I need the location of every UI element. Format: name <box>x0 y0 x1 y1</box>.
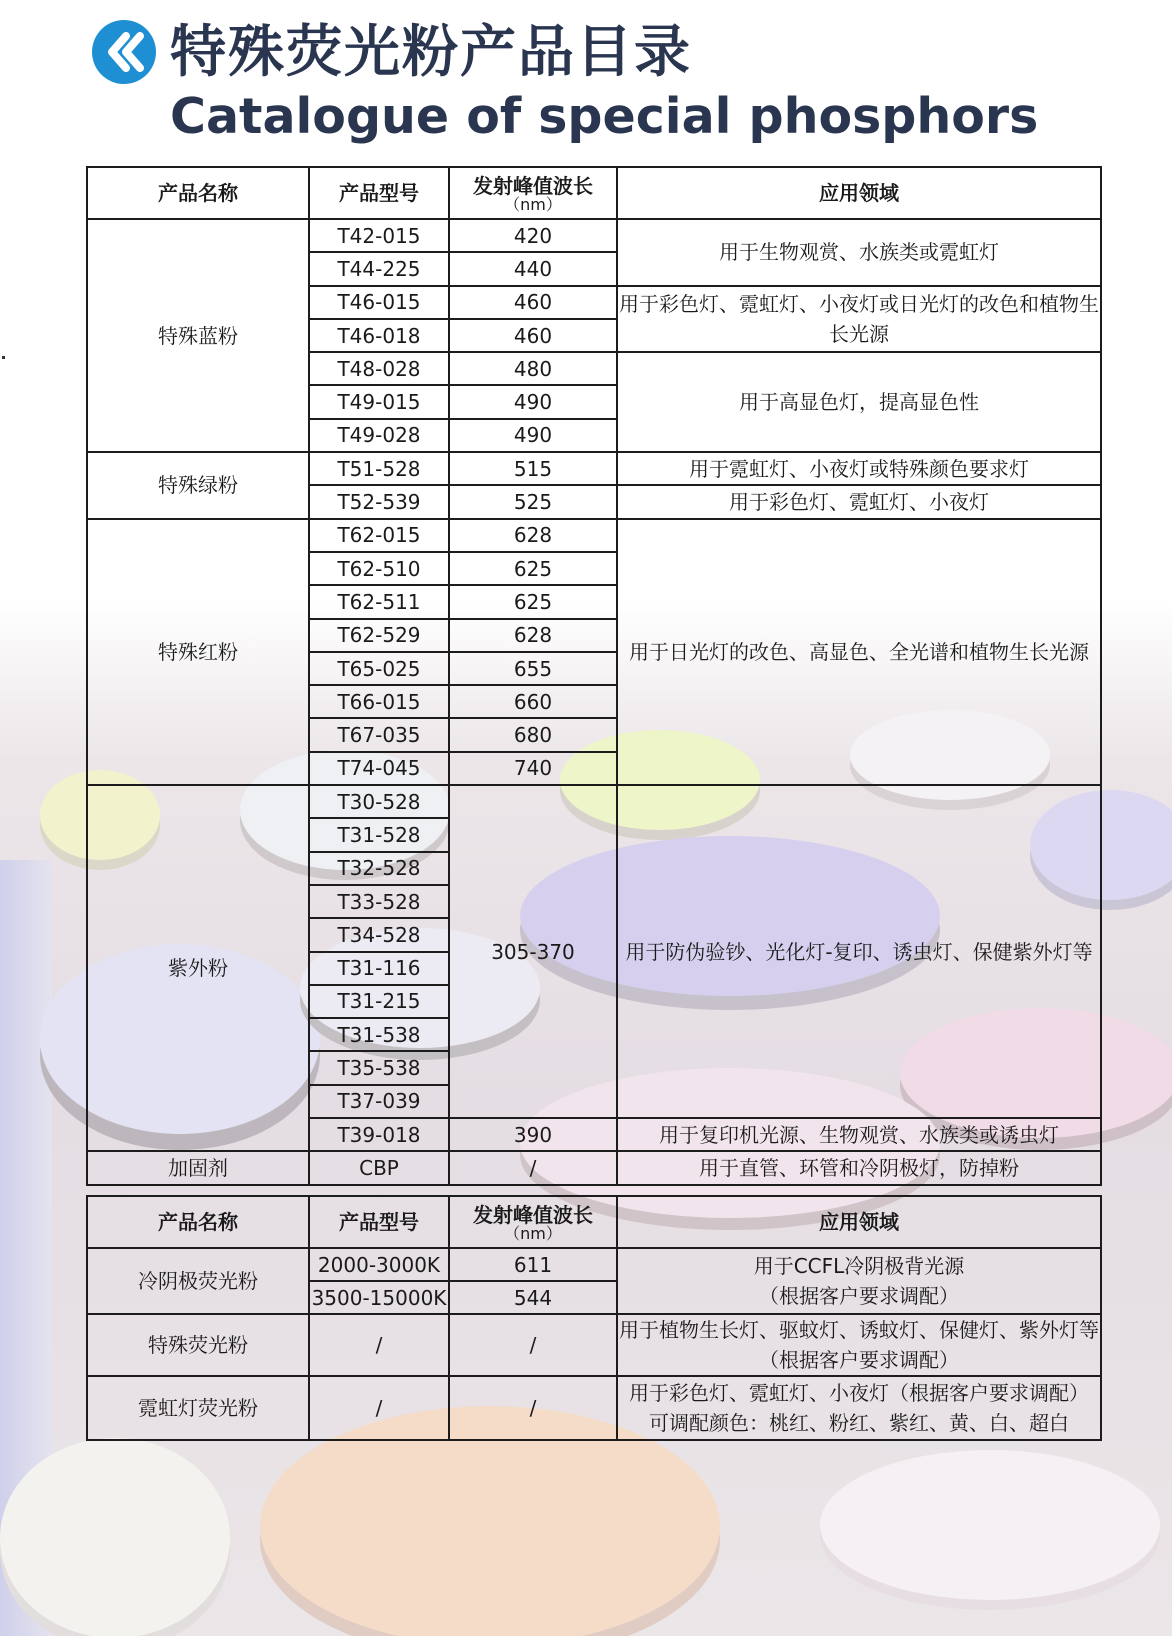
model-cell: 3500-15000K <box>309 1281 449 1314</box>
header-product-name: 产品名称 <box>87 1196 309 1248</box>
model-cell: T44-225 <box>309 252 449 285</box>
wavelength-cell: 480 <box>449 352 617 385</box>
model-cell: T37-039 <box>309 1085 449 1118</box>
wavelength-cell: 305-370 <box>449 785 617 1118</box>
header-product-model: 产品型号 <box>309 1196 449 1248</box>
model-cell: CBP <box>309 1151 449 1184</box>
application-cell: 用于直管、环管和冷阴极灯，防掉粉 <box>617 1151 1101 1184</box>
model-cell: T30-528 <box>309 785 449 818</box>
header-peak-wavelength <box>449 167 617 219</box>
header-product-model: 产品型号 <box>309 167 449 219</box>
model-cell: T62-529 <box>309 619 449 652</box>
group-ccfl: 冷阴极荧光粉 <box>87 1248 309 1314</box>
wavelength-cell: 740 <box>449 752 617 785</box>
table-header-row <box>87 167 1101 219</box>
model-cell: T31-528 <box>309 818 449 851</box>
table-row <box>87 785 1101 818</box>
application-cell <box>617 1314 1101 1376</box>
wavelength-cell: 490 <box>449 385 617 418</box>
header-wavelength-unit: （nm） <box>504 195 562 214</box>
wavelength-cell: 611 <box>449 1248 617 1281</box>
model-cell: T32-528 <box>309 852 449 885</box>
double-chevron-left-icon <box>92 20 156 84</box>
application-cell: 用于防伪验钞、光化灯-复印、诱虫灯、保健紫外灯等 <box>617 785 1101 1118</box>
page-title-english: Catalogue of special phosphors <box>170 88 1039 145</box>
group-uv: 紫外粉 <box>87 785 309 1151</box>
wavelength-cell: 420 <box>449 219 617 252</box>
table-row <box>87 1314 1101 1376</box>
header-application: 应用领域 <box>617 1196 1101 1248</box>
wavelength-cell: 490 <box>449 419 617 452</box>
application-cell: 用于彩色灯、霓虹灯、小夜灯或日光灯的改色和植物生长光源 <box>617 286 1101 353</box>
table-row <box>87 452 1101 485</box>
table-header-row <box>87 1196 1101 1248</box>
application-line: 可调配颜色：桃红、粉红、紫红、黄、白、超白 <box>649 1411 1069 1435</box>
application-cell: 用于日光灯的改色、高显色、全光谱和植物生长光源 <box>617 519 1101 785</box>
model-cell: T35-538 <box>309 1051 449 1084</box>
model-cell: / <box>309 1376 449 1440</box>
wavelength-cell: / <box>449 1376 617 1440</box>
application-line: （根据客户要求调配） <box>759 1284 959 1308</box>
application-line: 用于植物生长灯、驱蚊灯、诱蚊灯、保健灯、紫外灯等 <box>619 1318 1099 1342</box>
model-cell: T31-538 <box>309 1018 449 1051</box>
wavelength-cell: 625 <box>449 552 617 585</box>
table-row <box>87 1248 1101 1281</box>
model-cell: T62-510 <box>309 552 449 585</box>
table-row <box>87 519 1101 552</box>
phosphor-disc-decoration <box>0 1450 230 1636</box>
model-cell: T65-025 <box>309 652 449 685</box>
model-cell: T34-528 <box>309 918 449 951</box>
model-cell: T46-015 <box>309 286 449 319</box>
wavelength-cell: 660 <box>449 685 617 718</box>
stray-dot <box>2 356 5 359</box>
wavelength-cell: 390 <box>449 1118 617 1151</box>
phosphor-catalogue-table-2 <box>86 1195 1102 1441</box>
model-cell: T66-015 <box>309 685 449 718</box>
model-cell: T42-015 <box>309 219 449 252</box>
header-wavelength-label: 发射峰值波长 <box>473 174 593 198</box>
wavelength-cell: 460 <box>449 319 617 352</box>
wavelength-cell: 625 <box>449 585 617 618</box>
group-binder: 加固剂 <box>87 1151 309 1184</box>
model-cell: T31-116 <box>309 952 449 985</box>
application-cell: 用于彩色灯、霓虹灯、小夜灯 <box>617 485 1101 518</box>
group-green: 特殊绿粉 <box>87 452 309 519</box>
application-cell: 用于霓虹灯、小夜灯或特殊颜色要求灯 <box>617 452 1101 485</box>
model-cell: T49-015 <box>309 385 449 418</box>
model-cell: T31-215 <box>309 985 449 1018</box>
page-header <box>92 14 1092 149</box>
model-cell: T52-539 <box>309 485 449 518</box>
wavelength-cell: 544 <box>449 1281 617 1314</box>
model-cell: T39-018 <box>309 1118 449 1151</box>
model-cell: T62-015 <box>309 519 449 552</box>
model-cell: T67-035 <box>309 718 449 751</box>
application-cell <box>617 1248 1101 1314</box>
group-neon: 霓虹灯荧光粉 <box>87 1376 309 1440</box>
table-row <box>87 219 1101 252</box>
wavelength-cell: 460 <box>449 286 617 319</box>
header-application: 应用领域 <box>617 167 1101 219</box>
wavelength-cell: 628 <box>449 519 617 552</box>
model-cell: T46-018 <box>309 319 449 352</box>
phosphor-catalogue-table <box>86 166 1102 1186</box>
application-line: 用于彩色灯、霓虹灯、小夜灯（根据客户要求调配） <box>629 1381 1089 1405</box>
wavelength-cell: / <box>449 1314 617 1376</box>
page-title-chinese: 特殊荧光粉产品目录 <box>170 20 692 85</box>
phosphor-disc-decoration <box>820 1460 1160 1610</box>
application-line: 用于CCFL冷阴极背光源 <box>753 1254 965 1278</box>
table-row <box>87 1151 1101 1184</box>
header-peak-wavelength <box>449 1196 617 1248</box>
wavelength-cell: 525 <box>449 485 617 518</box>
group-special: 特殊荧光粉 <box>87 1314 309 1376</box>
model-cell: T74-045 <box>309 752 449 785</box>
application-cell: 用于高显色灯，提高显色性 <box>617 352 1101 452</box>
application-cell <box>617 1376 1101 1440</box>
model-cell: T33-528 <box>309 885 449 918</box>
phosphor-disc-decoration <box>260 1420 720 1636</box>
model-cell: T51-528 <box>309 452 449 485</box>
model-cell: 2000-3000K <box>309 1248 449 1281</box>
wavelength-cell: 680 <box>449 718 617 751</box>
wavelength-cell: / <box>449 1151 617 1184</box>
header-wavelength-label: 发射峰值波长 <box>473 1203 593 1227</box>
wavelength-cell: 655 <box>449 652 617 685</box>
header-product-name: 产品名称 <box>87 167 309 219</box>
application-line: （根据客户要求调配） <box>759 1348 959 1372</box>
model-cell: T48-028 <box>309 352 449 385</box>
group-red: 特殊红粉 <box>87 519 309 785</box>
model-cell: T62-511 <box>309 585 449 618</box>
model-cell: T49-028 <box>309 419 449 452</box>
table-row <box>87 1376 1101 1440</box>
application-cell: 用于生物观赏、水族类或霓虹灯 <box>617 219 1101 286</box>
header-wavelength-unit: （nm） <box>504 1224 562 1243</box>
application-cell: 用于复印机光源、生物观赏、水族类或诱虫灯 <box>617 1118 1101 1151</box>
wavelength-cell: 515 <box>449 452 617 485</box>
wavelength-cell: 440 <box>449 252 617 285</box>
model-cell: / <box>309 1314 449 1376</box>
group-blue: 特殊蓝粉 <box>87 219 309 452</box>
wavelength-cell: 628 <box>449 619 617 652</box>
